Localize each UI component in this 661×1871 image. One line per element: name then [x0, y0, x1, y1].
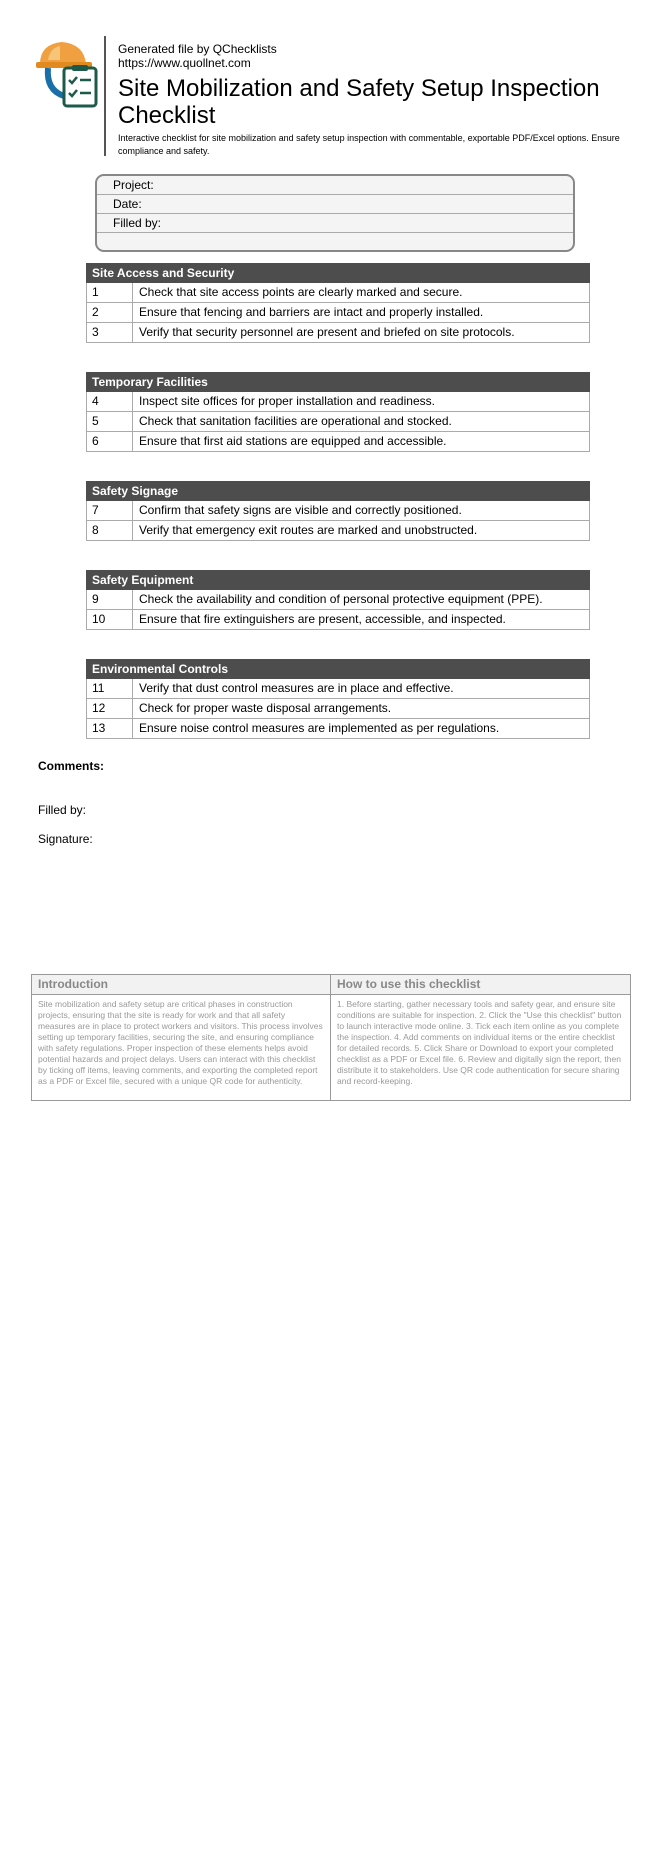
checklist-item[interactable]	[86, 392, 590, 412]
item-number: 7	[87, 501, 133, 520]
qchecklists-logo-icon	[34, 38, 102, 110]
item-text: Check that sanitation facilities are operational and stocked.	[139, 414, 452, 428]
item-number: 5	[87, 412, 133, 431]
how-to-use-column	[331, 975, 630, 1100]
section-safety-equipment	[86, 570, 590, 630]
checklist-item[interactable]	[86, 412, 590, 432]
header	[118, 42, 628, 158]
signature-label: Signature:	[38, 832, 93, 846]
section-header: Environmental Controls	[86, 659, 590, 679]
page-description: Interactive checklist for site mobilization and safety setup inspection with commentable, exportable PDF/Excel options. Ensure compliance and safety.	[118, 133, 620, 156]
checklist-item[interactable]	[86, 719, 590, 739]
page-title: Site Mobilization and Safety Setup Inspection Checklist	[118, 75, 600, 129]
checklist-item[interactable]	[86, 699, 590, 719]
item-number: 4	[87, 392, 133, 411]
generated-by: Generated file by QChecklists	[118, 42, 277, 56]
item-number: 13	[87, 719, 133, 738]
item-number: 1	[87, 283, 133, 302]
how-to-use-heading: How to use this checklist	[331, 975, 630, 995]
item-text: Check that site access points are clearly marked and secure.	[139, 285, 463, 299]
item-text: Verify that emergency exit routes are marked and unobstructed.	[139, 523, 478, 537]
item-number: 12	[87, 699, 133, 718]
checklist-item[interactable]	[86, 521, 590, 541]
date-field[interactable]: Date:	[97, 195, 573, 214]
project-info-box	[95, 174, 575, 252]
item-text: Inspect site offices for proper installation and readiness.	[139, 394, 435, 408]
section-temporary-facilities	[86, 372, 590, 452]
info-empty-row	[97, 233, 573, 251]
checklist-item[interactable]	[86, 432, 590, 452]
comments-label: Comments:	[38, 759, 105, 773]
item-text: Check for proper waste disposal arrangements.	[139, 701, 392, 715]
item-number: 6	[87, 432, 133, 451]
section-header: Safety Signage	[86, 481, 590, 501]
item-number: 2	[87, 303, 133, 322]
introduction-column	[32, 975, 331, 1100]
item-number: 8	[87, 521, 133, 540]
intro-table	[31, 974, 631, 1101]
section-environmental-controls	[86, 659, 590, 739]
item-text: Confirm that safety signs are visible and correctly positioned.	[139, 503, 462, 517]
website-link[interactable]: https://www.quollnet.com	[118, 56, 251, 70]
checklist-item[interactable]	[86, 610, 590, 630]
item-text: Check the availability and condition of personal protective equipment (PPE).	[139, 592, 543, 606]
item-number: 3	[87, 323, 133, 342]
project-field[interactable]: Project:	[97, 176, 573, 195]
how-to-use-text: 1. Before starting, gather necessary tools and safety gear, and ensure site conditions are suitable for inspection. 2. Click the "Use this checklist" button to launch interactive mode online. 3. Tick each item online as you complete the inspection. 4. Add comments on individual items or the entire checklist for detailed records. 5. Click Share or Download to export your completed checklist as a PDF or Excel file. 6. Review and digitally sign the report, then distribute it to stakeholders. Use QR code authentication for secure sharing and record-keeping.	[337, 999, 622, 1086]
checklist-item[interactable]	[86, 679, 590, 699]
section-header: Site Access and Security	[86, 263, 590, 283]
section-header: Safety Equipment	[86, 570, 590, 590]
item-text: Ensure noise control measures are implemented as per regulations.	[139, 721, 500, 735]
item-number: 9	[87, 590, 133, 609]
header-divider	[104, 36, 106, 156]
item-number: 10	[87, 610, 133, 629]
item-text: Ensure that first aid stations are equipped and accessible.	[139, 434, 447, 448]
introduction-text: Site mobilization and safety setup are critical phases in construction projects, ensuring that the site is ready for work and that all safety measures are in place to protect workers and visitors. This process involves setting up temporary facilities, securing the site, and ensuring compliance with safety regulations. Proper inspection of these elements helps avoid potential hazards and project delays. Users can interact with this checklist by ticking off items, leaving comments, and exporting the completed report as a PDF or Excel file, secured with a unique QR code for authenticity.	[38, 999, 323, 1086]
checklist-item[interactable]	[86, 283, 590, 303]
section-site-access	[86, 263, 590, 343]
filled-by-field[interactable]: Filled by:	[97, 214, 573, 233]
section-header: Temporary Facilities	[86, 372, 590, 392]
filled-by-label: Filled by:	[38, 803, 87, 817]
introduction-heading: Introduction	[32, 975, 330, 995]
item-text: Verify that security personnel are present and briefed on site protocols.	[139, 325, 515, 339]
checklist-item[interactable]	[86, 323, 590, 343]
checklist-item[interactable]	[86, 303, 590, 323]
item-number: 11	[87, 679, 133, 698]
item-text: Verify that dust control measures are in place and effective.	[139, 681, 454, 695]
checklist-item[interactable]	[86, 501, 590, 521]
section-safety-signage	[86, 481, 590, 541]
item-text: Ensure that fencing and barriers are intact and properly installed.	[139, 305, 484, 319]
item-text: Ensure that fire extinguishers are present, accessible, and inspected.	[139, 612, 506, 626]
checklist-item[interactable]	[86, 590, 590, 610]
